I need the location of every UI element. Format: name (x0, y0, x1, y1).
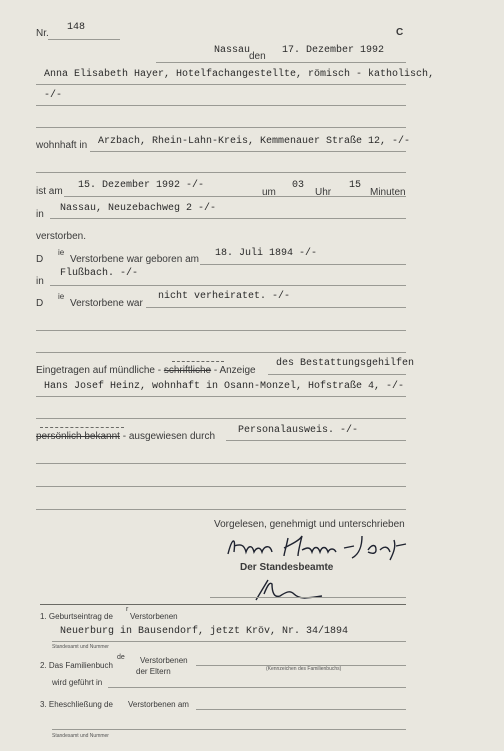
footnote-2-label: 2. Das Familienbuch (40, 661, 113, 670)
death-hour: 03 (292, 180, 305, 191)
death-place-rule (50, 218, 406, 219)
footnote-1-rule (52, 641, 406, 642)
den-label: den (249, 51, 266, 62)
footnote-2-verstorbenen: Verstorbenen (140, 656, 188, 665)
death-place-label: in (36, 209, 44, 220)
registered-rule-a (268, 374, 406, 375)
death-minutes: 15 (349, 180, 362, 191)
footnote-2-label-2: wird geführt in (52, 678, 103, 687)
identification-label-struck: persönlich bekannt (36, 431, 120, 442)
footnote-3-caption: Standesamt und Nummer (52, 733, 109, 739)
blank-rule-7 (36, 486, 406, 487)
registered-label (36, 365, 256, 376)
identification-value: Personalausweis. -/- (238, 425, 359, 436)
declarant-line-2: -/- (44, 90, 63, 101)
registrar-label: Der Standesbeamte (240, 562, 334, 573)
registered-label-b: - Anzeige (211, 365, 256, 376)
registrar-signature (250, 574, 340, 604)
declarant-line-1: Anna Elisabeth Hayer, Hotelfachangestellte, römisch - katholisch, (44, 69, 435, 80)
identification-overline (40, 427, 124, 428)
registered-value-a: des Bestattungsgehilfen (276, 358, 415, 369)
residence-label: wohnhaft in (36, 140, 88, 151)
footnote-3-label-2: Verstorbenen am (128, 700, 189, 709)
footnote-1-caption: Standesamt und Nummer (52, 644, 109, 650)
place-value: Nassau (214, 45, 251, 56)
blank-rule-6 (36, 463, 406, 464)
registered-value-b: Hans Josef Heinz, wohnhaft in Osann-Monzel, Hofstraße 4, -/- (44, 381, 405, 392)
record-date: 17. Dezember 1992 (282, 45, 385, 56)
record-number: 148 (67, 22, 86, 33)
blank-rule-1 (36, 127, 406, 128)
footnote-1-sup: r (126, 606, 129, 613)
status-label: Verstorbene war (70, 298, 143, 309)
identification-rule (226, 440, 406, 441)
minuten-label: Minuten (370, 187, 406, 198)
footnote-2-rule-b (108, 687, 406, 688)
ist-am-label: ist am (36, 186, 63, 197)
status-ie-sup: ie (58, 292, 65, 301)
um-label: um (262, 187, 276, 198)
birth-place-rule (50, 285, 406, 286)
blank-rule-4 (36, 352, 406, 353)
footnote-3-label: 3. Eheschließung de (40, 700, 113, 709)
birth-entry-value: Neuerburg in Bausendorf, jetzt Kröv, Nr. 34/1894 (60, 626, 349, 637)
born-label: Verstorbene war geboren am (70, 254, 199, 265)
born-ie-sup: ie (58, 248, 65, 257)
footnote-3-rule-b (52, 729, 406, 730)
verstorben-label: verstorben. (36, 231, 87, 242)
status-rule (146, 307, 406, 308)
blank-rule-2 (36, 172, 406, 173)
footnote-1-label-2: Verstorbenen (130, 612, 178, 621)
declarant-line-1-rule (36, 84, 406, 85)
registered-label-a: Eingetragen auf mündliche - (36, 365, 164, 376)
registered-label-struck: schriftliche (163, 365, 212, 376)
birth-place-label: in (36, 276, 44, 287)
identification-label-rest: - ausgewiesen durch (119, 431, 216, 442)
footnote-1-label: 1. Geburtseintrag de (40, 612, 113, 621)
uhr-label: Uhr (315, 187, 332, 198)
footnote-2-de: de (117, 654, 125, 661)
birth-date: 18. Juli 1894 -/- (215, 248, 318, 259)
blank-rule-5 (36, 418, 406, 419)
status-d-label: D (36, 298, 44, 309)
marital-status: nicht verheiratet. -/- (158, 291, 291, 302)
strike-overline (172, 361, 224, 362)
born-d-label: D (36, 254, 44, 265)
blank-rule-3 (36, 330, 406, 331)
registrar-rule (210, 597, 406, 598)
footnote-3-rule (196, 709, 406, 710)
declarant-line-2-rule (36, 105, 406, 106)
death-place: Nassau, Neuzebachweg 2 -/- (60, 203, 217, 214)
record-number-label: Nr. (36, 28, 49, 39)
date-line (156, 62, 406, 63)
death-date-rule (64, 196, 406, 197)
footnote-separator (40, 604, 406, 605)
birth-date-rule (200, 264, 406, 265)
read-approved-text: Vorgelesen, genehmigt und unterschrieben (214, 519, 405, 530)
blank-rule-8 (36, 509, 406, 510)
registered-rule-b (36, 396, 406, 397)
identification-label (36, 431, 215, 442)
death-date: 15. Dezember 1992 -/- (78, 180, 205, 191)
footnote-2-eltern: der Eltern (136, 667, 171, 676)
residence-rule (90, 151, 406, 152)
footnote-2-caption: (Kennzeichen des Familienbuchs) (266, 666, 342, 672)
record-number-line (48, 39, 120, 40)
birth-place: Flußbach. -/- (60, 268, 139, 279)
residence-value: Arzbach, Rhein-Lahn-Kreis, Kemmenauer Straße 12, -/- (98, 136, 411, 147)
declarant-signature (222, 530, 412, 562)
form-letter: C (396, 27, 404, 38)
